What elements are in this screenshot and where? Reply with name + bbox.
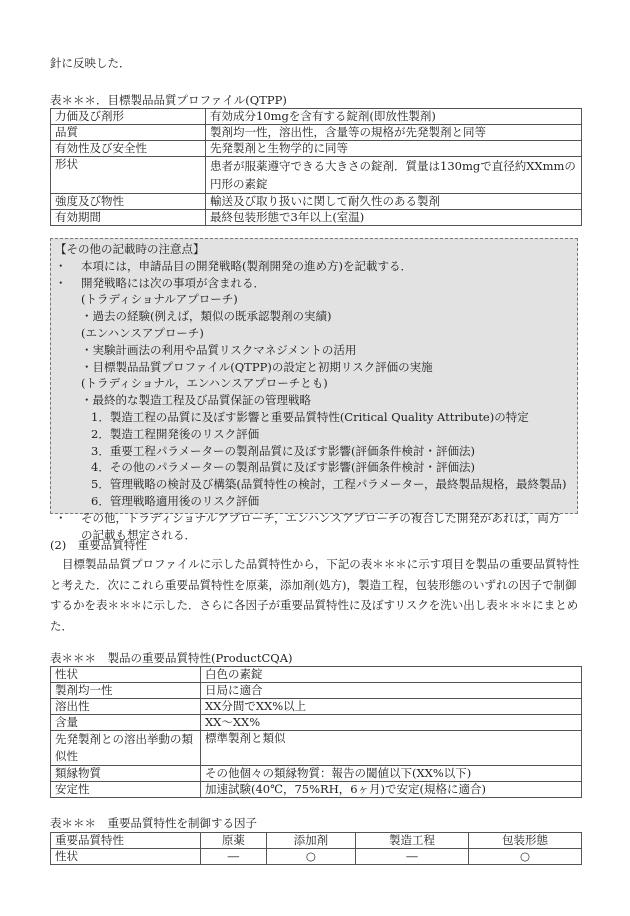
table-row [51, 210, 582, 226]
column-header: 包装形態 [469, 833, 582, 849]
cell-key: 先発製剤との溶出挙動の類似性 [51, 731, 201, 766]
table-row [51, 667, 582, 683]
table-row [51, 141, 582, 157]
cell-value: 輸送及び取り扱いに関して耐久性のある製剤 [206, 194, 582, 210]
table-row [51, 766, 582, 782]
note-subitem: ・実験計画法の利用や品質リスクマネジメントの活用 [81, 342, 357, 357]
table-row [51, 782, 582, 798]
table-row [51, 731, 582, 766]
table-row [51, 109, 582, 125]
cell-value: XX分間でXX%以上 [201, 699, 582, 715]
table-row [51, 699, 582, 715]
circle-mark: ○ [469, 849, 582, 865]
note-item: 本項には，申請品目の開発戦略(製剤開発の進め方)を記載する． [81, 258, 412, 273]
section-heading: (2) 重要品質特性 [50, 538, 147, 552]
column-header: 重要品質特性 [51, 833, 201, 849]
cell-value: 白色の素錠 [201, 667, 582, 683]
bullet-icon: ・ [55, 275, 67, 290]
notes-box [50, 238, 578, 542]
section-paragraph: 目標製品品質プロファイルに示した品質特性から，下記の表＊＊＊に示す項目を製品の重要品質特性と考えた．次にこれら重要品質特性を原薬，添加剤(処方)，製造工程，包装形態のいずれの因子で制御するかを表＊＊＊に示した．さらに各因子が重要品質特性に及ぼすリスクを洗い出し表＊＊＊にまとめた． [50, 557, 580, 633]
factor-table [50, 832, 582, 865]
cell-key: 溶出性 [51, 699, 201, 715]
bullet-icon: ・ [55, 510, 67, 525]
table-row [51, 849, 582, 865]
cqa-table [50, 666, 582, 798]
qtpp-table-caption: 表＊＊＊．目標製品品質プロファイル(QTPP) [50, 93, 287, 107]
intro-text: 針に反映した． [50, 56, 131, 70]
cqa-table-caption: 表＊＊＊ 製品の重要品質特性(ProductCQA) [50, 651, 293, 665]
column-header: 添加剤 [266, 833, 355, 849]
note-numbered-item: 6．管理戦略適用後のリスク評価 [91, 493, 260, 508]
note-item-continuation: の記載も想定される． [81, 527, 196, 542]
cell-key: 安定性 [51, 782, 201, 798]
cell-value: 製剤均一性，溶出性，含量等の規格が先発製剤と同等 [206, 125, 582, 141]
cell-value: 患者が服薬遵守できる大きさの錠剤．質量は130mgで直径約XXmmの円形の素錠 [206, 157, 582, 194]
cell-value: 加速試験(40℃，75%RH，6ヶ月)で安定(規格に適合) [201, 782, 582, 798]
cell-value: 有効成分10mgを含有する錠剤(即放性製剤) [206, 109, 582, 125]
note-numbered-item: 4．その他のパラメーターの製剤品質に及ぼす影響(評価条件検討・評価法) [91, 460, 475, 475]
dash-mark: ― [356, 849, 469, 865]
dash-mark: ― [201, 849, 267, 865]
note-item: 開発戦略には次の事項が含まれる． [81, 275, 265, 290]
cell-key: 有効性及び安全性 [51, 141, 206, 157]
cell-key: 製剤均一性 [51, 683, 201, 699]
cell-value: 先発製剤と生物学的に同等 [206, 141, 582, 157]
note-subitem: ・目標製品品質プロファイル(QTPP)の設定と初期リスク評価の実施 [81, 359, 433, 374]
note-numbered-item: 2．製造工程開発後のリスク評価 [91, 426, 260, 441]
note-numbered-item: 1．製造工程の品質に及ぼす影響と重要品質特性(Critical Quality Attribute)の特定 [91, 409, 529, 424]
cell-value: 標準製剤と類似 [201, 731, 582, 766]
cell-key: 性状 [51, 849, 201, 865]
table-row [51, 683, 582, 699]
table-row [51, 715, 582, 731]
cell-value: 日局に適合 [201, 683, 582, 699]
cell-key: 品質 [51, 125, 206, 141]
cell-key: 形状 [51, 157, 206, 194]
note-numbered-item: 3．重要工程パラメーターの製剤品質に及ぼす影響(評価条件検討・評価法) [91, 443, 475, 458]
cell-key: 有効期間 [51, 210, 206, 226]
cell-value: XX～XX% [201, 715, 582, 731]
note-subitem: ・過去の経験(例えば，類似の既承認製剤の実績) [81, 309, 332, 324]
bullet-icon: ・ [55, 258, 67, 273]
table-row [51, 125, 582, 141]
factor-table-caption: 表＊＊＊ 重要品質特性を制御する因子 [50, 816, 257, 830]
note-item: その他，トラディショナルアプローチ，エンハンスアプローチの複合した開発があれば，両方 [81, 510, 561, 525]
qtpp-table [50, 108, 582, 226]
notes-title: 【その他の記載時の注意点】 [55, 242, 205, 256]
note-subitem: (エンハンスアプローチ) [81, 325, 204, 340]
table-row [51, 157, 582, 194]
cell-key: 性状 [51, 667, 201, 683]
cell-value: その他個々の類縁物質：報告の閾値以下(XX%以下) [201, 766, 582, 782]
note-subitem: (トラディショナル，エンハンスアプローチとも) [81, 376, 328, 391]
cell-key: 類縁物質 [51, 766, 201, 782]
table-row [51, 194, 582, 210]
column-header: 製造工程 [356, 833, 469, 849]
table-header-row [51, 833, 582, 849]
cell-key: 含量 [51, 715, 201, 731]
note-numbered-item: 5．管理戦略の検討及び構築(品質特性の検討，工程パラメーター，最終製品規格，最終製品) [91, 477, 567, 492]
cell-key: 強度及び物性 [51, 194, 206, 210]
note-subitem: (トラディショナルアプローチ) [81, 292, 238, 307]
cell-value: 最終包装形態で3年以上(室温) [206, 210, 582, 226]
column-header: 原薬 [201, 833, 267, 849]
cell-key: 力価及び剤形 [51, 109, 206, 125]
circle-mark: ○ [266, 849, 355, 865]
note-subitem: ・最終的な製造工程及び品質保証の管理戦略 [81, 393, 311, 408]
